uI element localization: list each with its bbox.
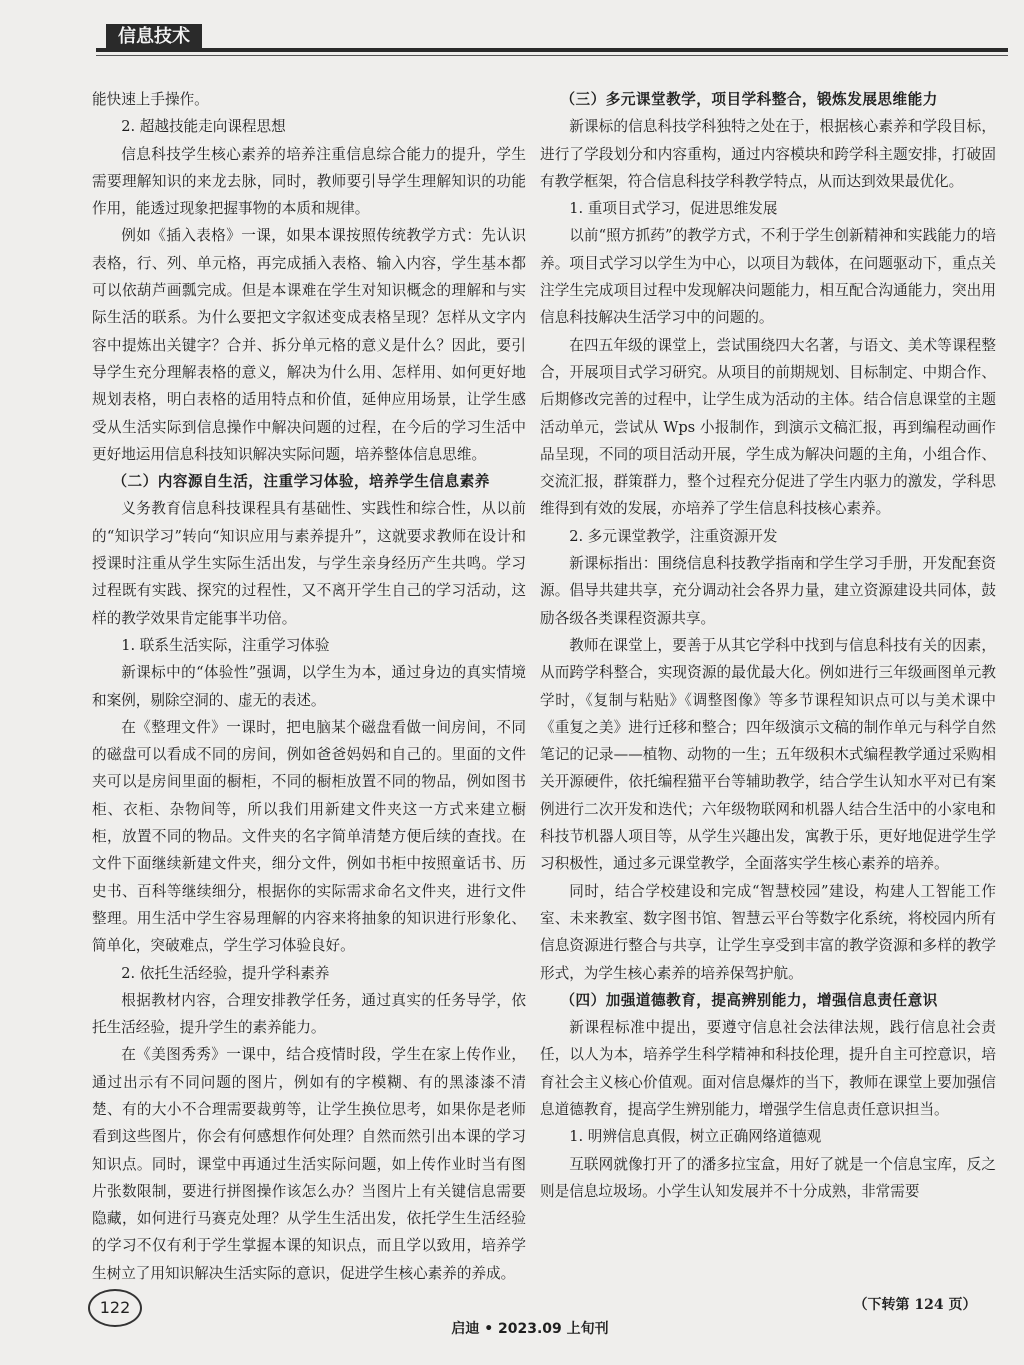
page-number: 122 (88, 1289, 142, 1327)
subheading: 1. 重项目式学习，促进思维发展 (569, 200, 778, 218)
subheading: 2. 依托生活经验，提升学科素养 (121, 964, 330, 982)
continued-note: （下转第 124 页） (853, 1297, 977, 1313)
right-column (540, 86, 996, 1205)
paragraph: 以前“照方抓药”的教学方式，不利于学生创新精神和实践能力的培养。项目式学习以学生为中心，以项目为载体，在问题驱动下，重点关注学生完成项目过程中发现解决问题能力，相互配合沟通能力，突出用信息科技解决生活学习中的问题的。 (540, 227, 996, 327)
left-column (92, 86, 526, 1287)
subheading: 2. 多元课堂教学，注重资源开发 (569, 527, 778, 545)
journal-issue: 启迪 • 2023.09 上旬刊 (451, 1321, 609, 1337)
section-label: 信息技术 (106, 24, 202, 50)
paragraph: 在四五年级的课堂上，尝试围绕四大名著，与语文、美术等课程整合，开展项目式学习研究。从项目的前期规划、目标制定、中期合作、后期修改完善的过程中，让学生成为活动的主体。结合信息课堂的主题活动单元，尝试从 Wps 小报制作，到演示文稿汇报，再到编程动画作品呈现，不同的项目活动开展，学生成为解决问题的主角，小组合作、交流汇报，群策群力，整个过程充分促进了学生内驱力的激发，学科思维得到有效的发展，亦培养了学生信息科技核心素养。 (540, 336, 996, 518)
section-heading: （二）内容源自生活，注重学习体验，培养学生信息素养 (112, 473, 490, 491)
paragraph: 互联网就像打开了的潘多拉宝盒，用好了就是一个信息宝库，反之则是信息垃圾场。小学生认知发展并不十分成熟，非常需要 (540, 1155, 996, 1200)
paragraph: 新课程标准中提出，要遵守信息社会法律法规，践行信息社会责任，以人为本，培养学生科学精神和科技伦理，提升自主可控意识，培育社会主义核心价值观。面对信息爆炸的当下，教师在课堂上要加强信息道德教育，提高学生辨别能力，增强学生信息责任意识担当。 (540, 1019, 996, 1118)
paragraph: 根据教材内容，合理安排教学任务，通过真实的任务导学，依托生活经验，提升学生的素养能力。 (92, 991, 526, 1037)
paragraph: 同时，结合学校建设和完成“智慧校园”建设，构建人工智能工作室、未来教室、数字图书馆、智慧云平台等数字化系统，将校园内所有信息资源进行整合与共享，让学生享受到丰富的教学资源和多样的教学形式，为学生核心素养的培养保驾护航。 (540, 882, 996, 982)
header-rule-thin (96, 55, 1008, 56)
paragraph: 义务教育信息科技课程具有基础性、实践性和综合性，从以前的“知识学习”转向“知识应用与素养提升”，这就要求教师在设计和授课时注重从学生实际生活出发，与学生亲身经历产生共鸣。学习过程既有实践、探究的过程性，又不离开学生自己的学习活动，这样的教学效果肯定能事半功倍。 (92, 500, 526, 627)
paragraph: 在《美图秀秀》一课中，结合疫情时段，学生在家上传作业，通过出示有不同问题的图片，例如有的字模糊、有的黑漆漆不清楚、有的大小不合理需要裁剪等，让学生换位思考，如果你是老师看到这些图片，你会有何感想作何处理？自然而然引出本课的学习知识点。同时，课堂中再通过生活实际问题，如上传作业时当有图片张数限制，要进行拼图操作该怎么办？当图片上有关键信息需要隐藏，如何进行马赛克处理？从学生生活出发，依托学生生活经验的学习不仅有利于学生掌握本课的知识点，而且学以致用，培养学生树立了用知识解决生活实际的意识，促进学生核心素养的养成。 (92, 1046, 526, 1282)
subheading: 2. 超越技能走向课程思想 (121, 118, 286, 136)
paragraph: 教师在课堂上，要善于从其它学科中找到与信息科技有关的因素，从而跨学科整合，实现资源的最优最大化。例如进行三年级画图单元教学时，《复制与粘贴》《调整图像》等多节课程知识点可以与美术课中《重复之美》进行迁移和整合；四年级演示文稿的制作单元与科学自然笔记的记录——植物、动物的一生；五年级积木式编程教学通过采购相关开源硬件，依托编程猫平台等辅助教学，结合学生认知水平对已有案例进行二次开发和迭代；六年级物联网和机器人结合生活中的小家电和科技节机器人项目等，从学生兴趣出发，寓教于乐，更好地促进学生学习积极性，通过多元课堂教学，全面落实学生核心素养的培养。 (540, 636, 996, 873)
paragraph: 新课标指出：围绕信息科技教学指南和学生学习手册，开发配套资源。倡导共建共享，充分调动社会各界力量，建立资源建设共同体，鼓励各级各类课程资源共享。 (540, 555, 996, 627)
paragraph: 新课标的信息科技学科独特之处在于，根据核心素养和学段目标，进行了学段划分和内容重构，通过内容模块和跨学科主题安排，打破固有教学框架，符合信息科技学科教学特点，从而达到效果最优化。 (540, 118, 996, 190)
paragraph: 例如《插入表格》一课，如果本课按照传统教学方式：先认识表格，行、列、单元格，再完成插入表格、输入内容，学生基本都可以依葫芦画瓢完成。但是本课难在学生对知识概念的理解和与实际生活的联系。为什么要把文字叙述变成表格呈现？怎样从文字内容中提炼出关键字？合并、拆分单元格的意义是什么？因此，要引导学生充分理解表格的意义，解决为什么用、怎样用、如何更好地规划表格，明白表格的适用特点和价值，延伸应用场景，让学生感受从生活实际到信息操作中解决问题的过程，在今后的学习生活中更好地运用信息科技知识解决实际问题，培养整体信息思维。 (92, 227, 526, 463)
section-heading: （四）加强道德教育，提高辨别能力，增强信息责任意识 (560, 991, 938, 1009)
paragraph: 信息科技学生核心素养的培养注重信息综合能力的提升，学生需要理解知识的来龙去脉，同时，教师要引导学生理解知识的功能作用，能透过现象把握事物的本质和规律。 (92, 145, 526, 218)
paragraph: 能快速上手操作。 (92, 91, 209, 108)
page-header (96, 20, 1008, 54)
header-rule (96, 48, 1008, 52)
subheading: 1. 联系生活实际，注重学习体验 (121, 636, 330, 654)
section-heading: （三）多元课堂教学，项目学科整合，锻炼发展思维能力 (560, 91, 938, 108)
paragraph: 新课标中的“体验性”强调，以学生为本，通过身边的真实情境和案例，剔除空洞的、虚无的表述。 (92, 664, 526, 709)
paragraph: 在《整理文件》一课时，把电脑某个磁盘看做一间房间，不同的磁盘可以看成不同的房间，例如爸爸妈妈和自己的。里面的文件夹可以是房间里面的橱柜，不同的橱柜放置不同的物品，例如图书柜、衣柜、杂物间等，所以我们用新建文件夹这一方式来建立橱柜，放置不同的物品。文件夹的名字简单清楚方便后续的查找。在文件下面继续新建文件夹，细分文件，例如书柜中按照童话书、历史书、百科等继续细分，根据你的实际需求命名文件夹，进行文件整理。用生活中学生容易理解的内容来将抽象的知识进行形象化、简单化，突破难点，学生学习体验良好。 (92, 718, 526, 955)
subheading: 1. 明辨信息真假，树立正确网络道德观 (569, 1128, 822, 1146)
